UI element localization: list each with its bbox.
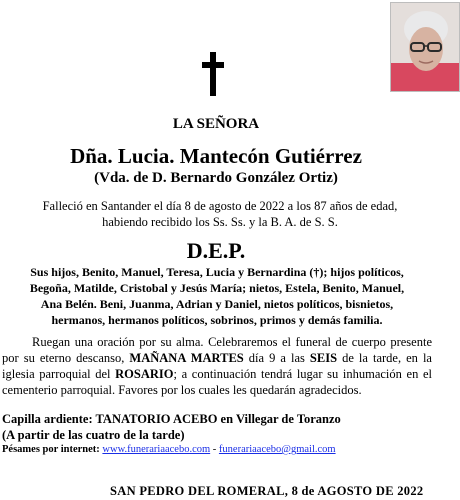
funeral-church: ROSARIO [115,367,174,381]
condolences-label: Pésames por internet: [2,444,103,455]
portrait-photo [390,2,460,92]
funeral-paragraph [2,334,432,398]
family-line: Ana Belén. Beni, Juanma, Adrian y Daniel, nietos políticos, bisnietos, [40,297,394,311]
dep-title: D.E.P. [186,238,246,263]
link-separator: - [210,444,219,455]
death-details [10,198,430,230]
family-list [6,264,428,328]
family-line: Sus hijos, Benito, Manuel, Teresa, Lucia y Bernardina (†); hijos políticos, [30,265,404,279]
death-details-line: Falleció en Santander el día 8 de agosto de 2022 a los 87 años de edad, [42,199,398,213]
funeral-hour: SEIS [309,351,338,365]
death-details-line: habiendo recibido los Ss. Ss. y la B. A. de S. S. [102,215,338,229]
heading: LA SEÑORA [172,116,260,132]
condolences-line [2,443,336,457]
funeral-text: día 9 a las [243,351,310,365]
chapel-location: Capilla ardiente: TANATORIO ACEBO en Villegar de Toranzo [2,412,341,426]
cross-icon [202,52,224,96]
chapel-hours: (A partir de las cuatro de la tarde) [2,428,185,442]
family-line: Begoña, Matilde, Cristobal y Jesús María; nietos, Estela, Benito, Manuel, [29,281,405,295]
email-link[interactable]: funerariaacebo@gmail.com [218,444,336,455]
family-line: hermanos, hermanos políticos, sobrinos, primos y demás familia. [51,313,383,327]
widow-of: (Vda. de D. Bernardo González Ortiz) [94,170,338,186]
funeral-text: Ruegan una oración por su alma. Celebraremos el funeral de cuerpo presente por su eterno descanso, [2,335,432,365]
website-link[interactable]: www.funerariaacebo.com [102,444,211,455]
funeral-day: MAÑANA MARTES [129,351,244,365]
place-date-footer: SAN PEDRO DEL ROMERAL, 8 de AGOSTO DE 2022 [110,484,424,498]
funeral-text: ; a continuación tendrá lugar su inhumación en el cementerio parroquial. Favores por los cuales les quedarán agradecidos. [2,367,432,397]
deceased-name: Dña. Lucia. Mantecón Gutiérrez [70,144,362,168]
funeral-text: de la tarde, en la iglesia parroquial del [2,351,432,381]
